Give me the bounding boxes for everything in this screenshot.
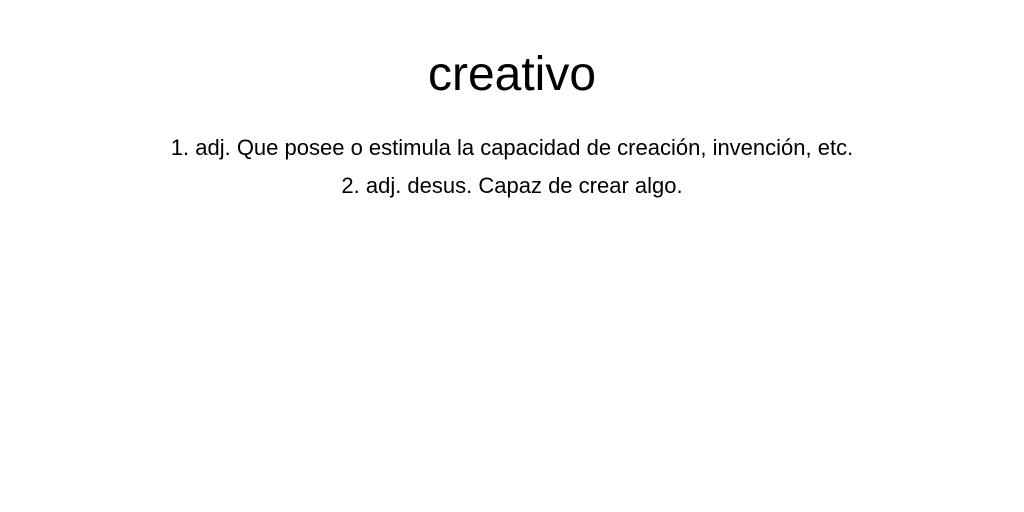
definition-list xyxy=(0,129,1024,205)
definition-item: 1. adj. Que posee o estimula la capacidad de creación, invención, etc. xyxy=(170,135,854,160)
headword: creativo xyxy=(427,48,597,101)
definition-item: 2. adj. desus. Capaz de crear algo. xyxy=(341,173,683,198)
